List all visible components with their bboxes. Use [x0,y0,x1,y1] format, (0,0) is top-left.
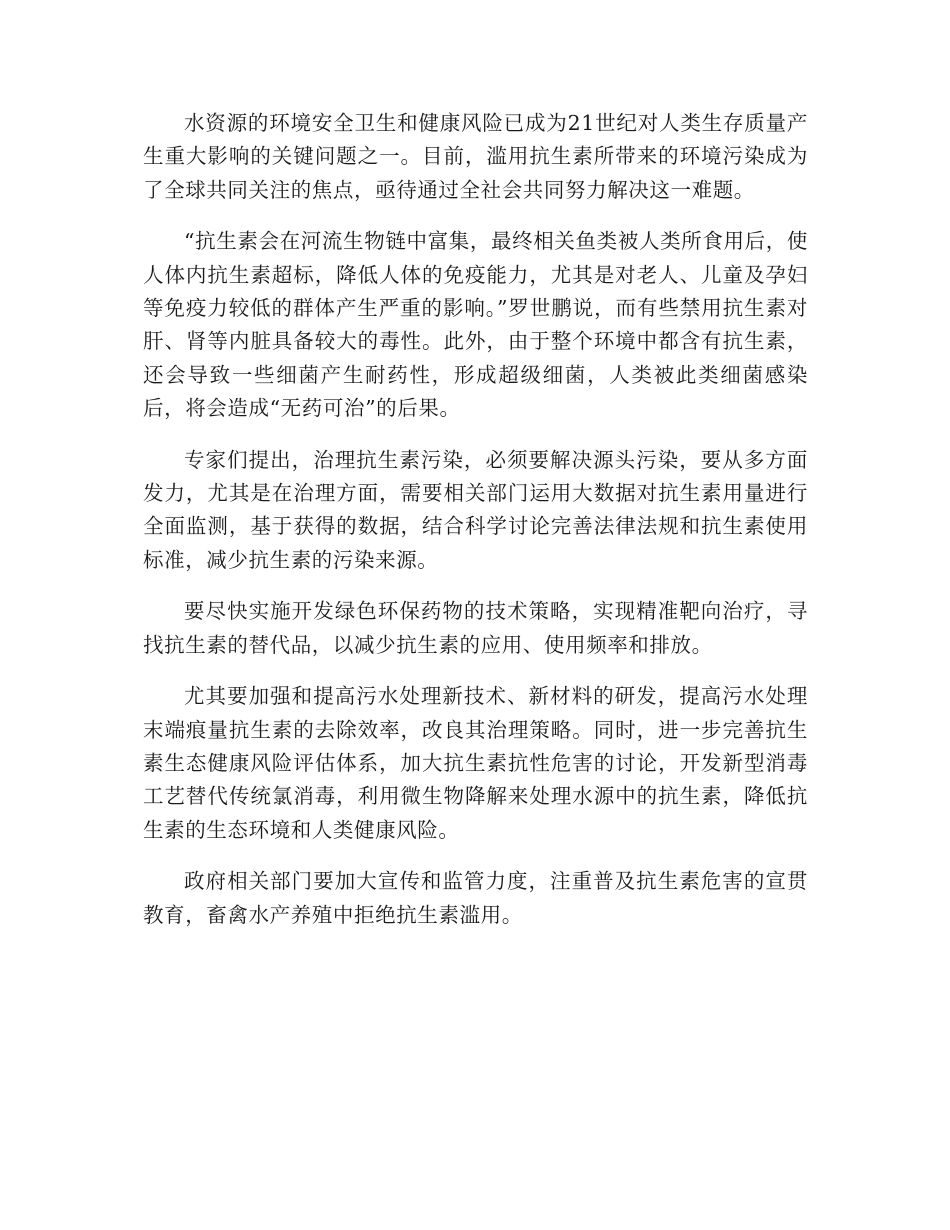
paragraph-3: 专家们提出，治理抗生素污染，必须要解决源头污染，要从多方面发力，尤其是在治理方面，需要相关部门运用大数据对抗生素用量进行全面监测，基于获得的数据，结合科学讨论完善法律法规和抗生素使用标准，减少抗生素的污染来源。 [143,447,808,572]
paragraph-6: 政府相关部门要加大宣传和监管力度，注重普及抗生素危害的宣贯教育，畜禽水产养殖中拒绝抗生素滥用。 [143,869,808,927]
paragraph-1: 水资源的环境安全卫生和健康风险已成为21世纪对人类生存质量产生重大影响的关键问题之一。目前，滥用抗生素所带来的环境污染成为了全球共同关注的焦点，亟待通过全社会共同努力解决这一难题。 [143,111,808,202]
paragraph-5: 尤其要加强和提高污水处理新技术、新材料的研发，提高污水处理末端痕量抗生素的去除效率，改良其治理策略。同时，进一步完善抗生素生态健康风险评估体系，加大抗生素抗性危害的讨论，开发新型消毒工艺替代传统氯消毒，利用微生物降解来处理水源中的抗生素，降低抗生素的生态环境和人类健康风险。 [143,684,808,842]
paragraph-4: 要尽快实施开发绿色环保药物的技术策略，实现精准靶向治疗，寻找抗生素的替代品，以减少抗生素的应用、使用频率和排放。 [143,599,808,657]
paragraph-2: “抗生素会在河流生物链中富集，最终相关鱼类被人类所食用后，使人体内抗生素超标，降低人体的免疫能力，尤其是对老人、儿童及孕妇等免疫力较低的群体产生严重的影响。”罗世鹏说，而有些禁用抗生素对肝、肾等内脏具备较大的毒性。此外，由于整个环境中都含有抗生素，还会导致一些细菌产生耐药性，形成超级细菌，人类被此类细菌感染后，将会造成“无药可治”的后果。 [143,229,808,421]
document-body [143,107,808,950]
